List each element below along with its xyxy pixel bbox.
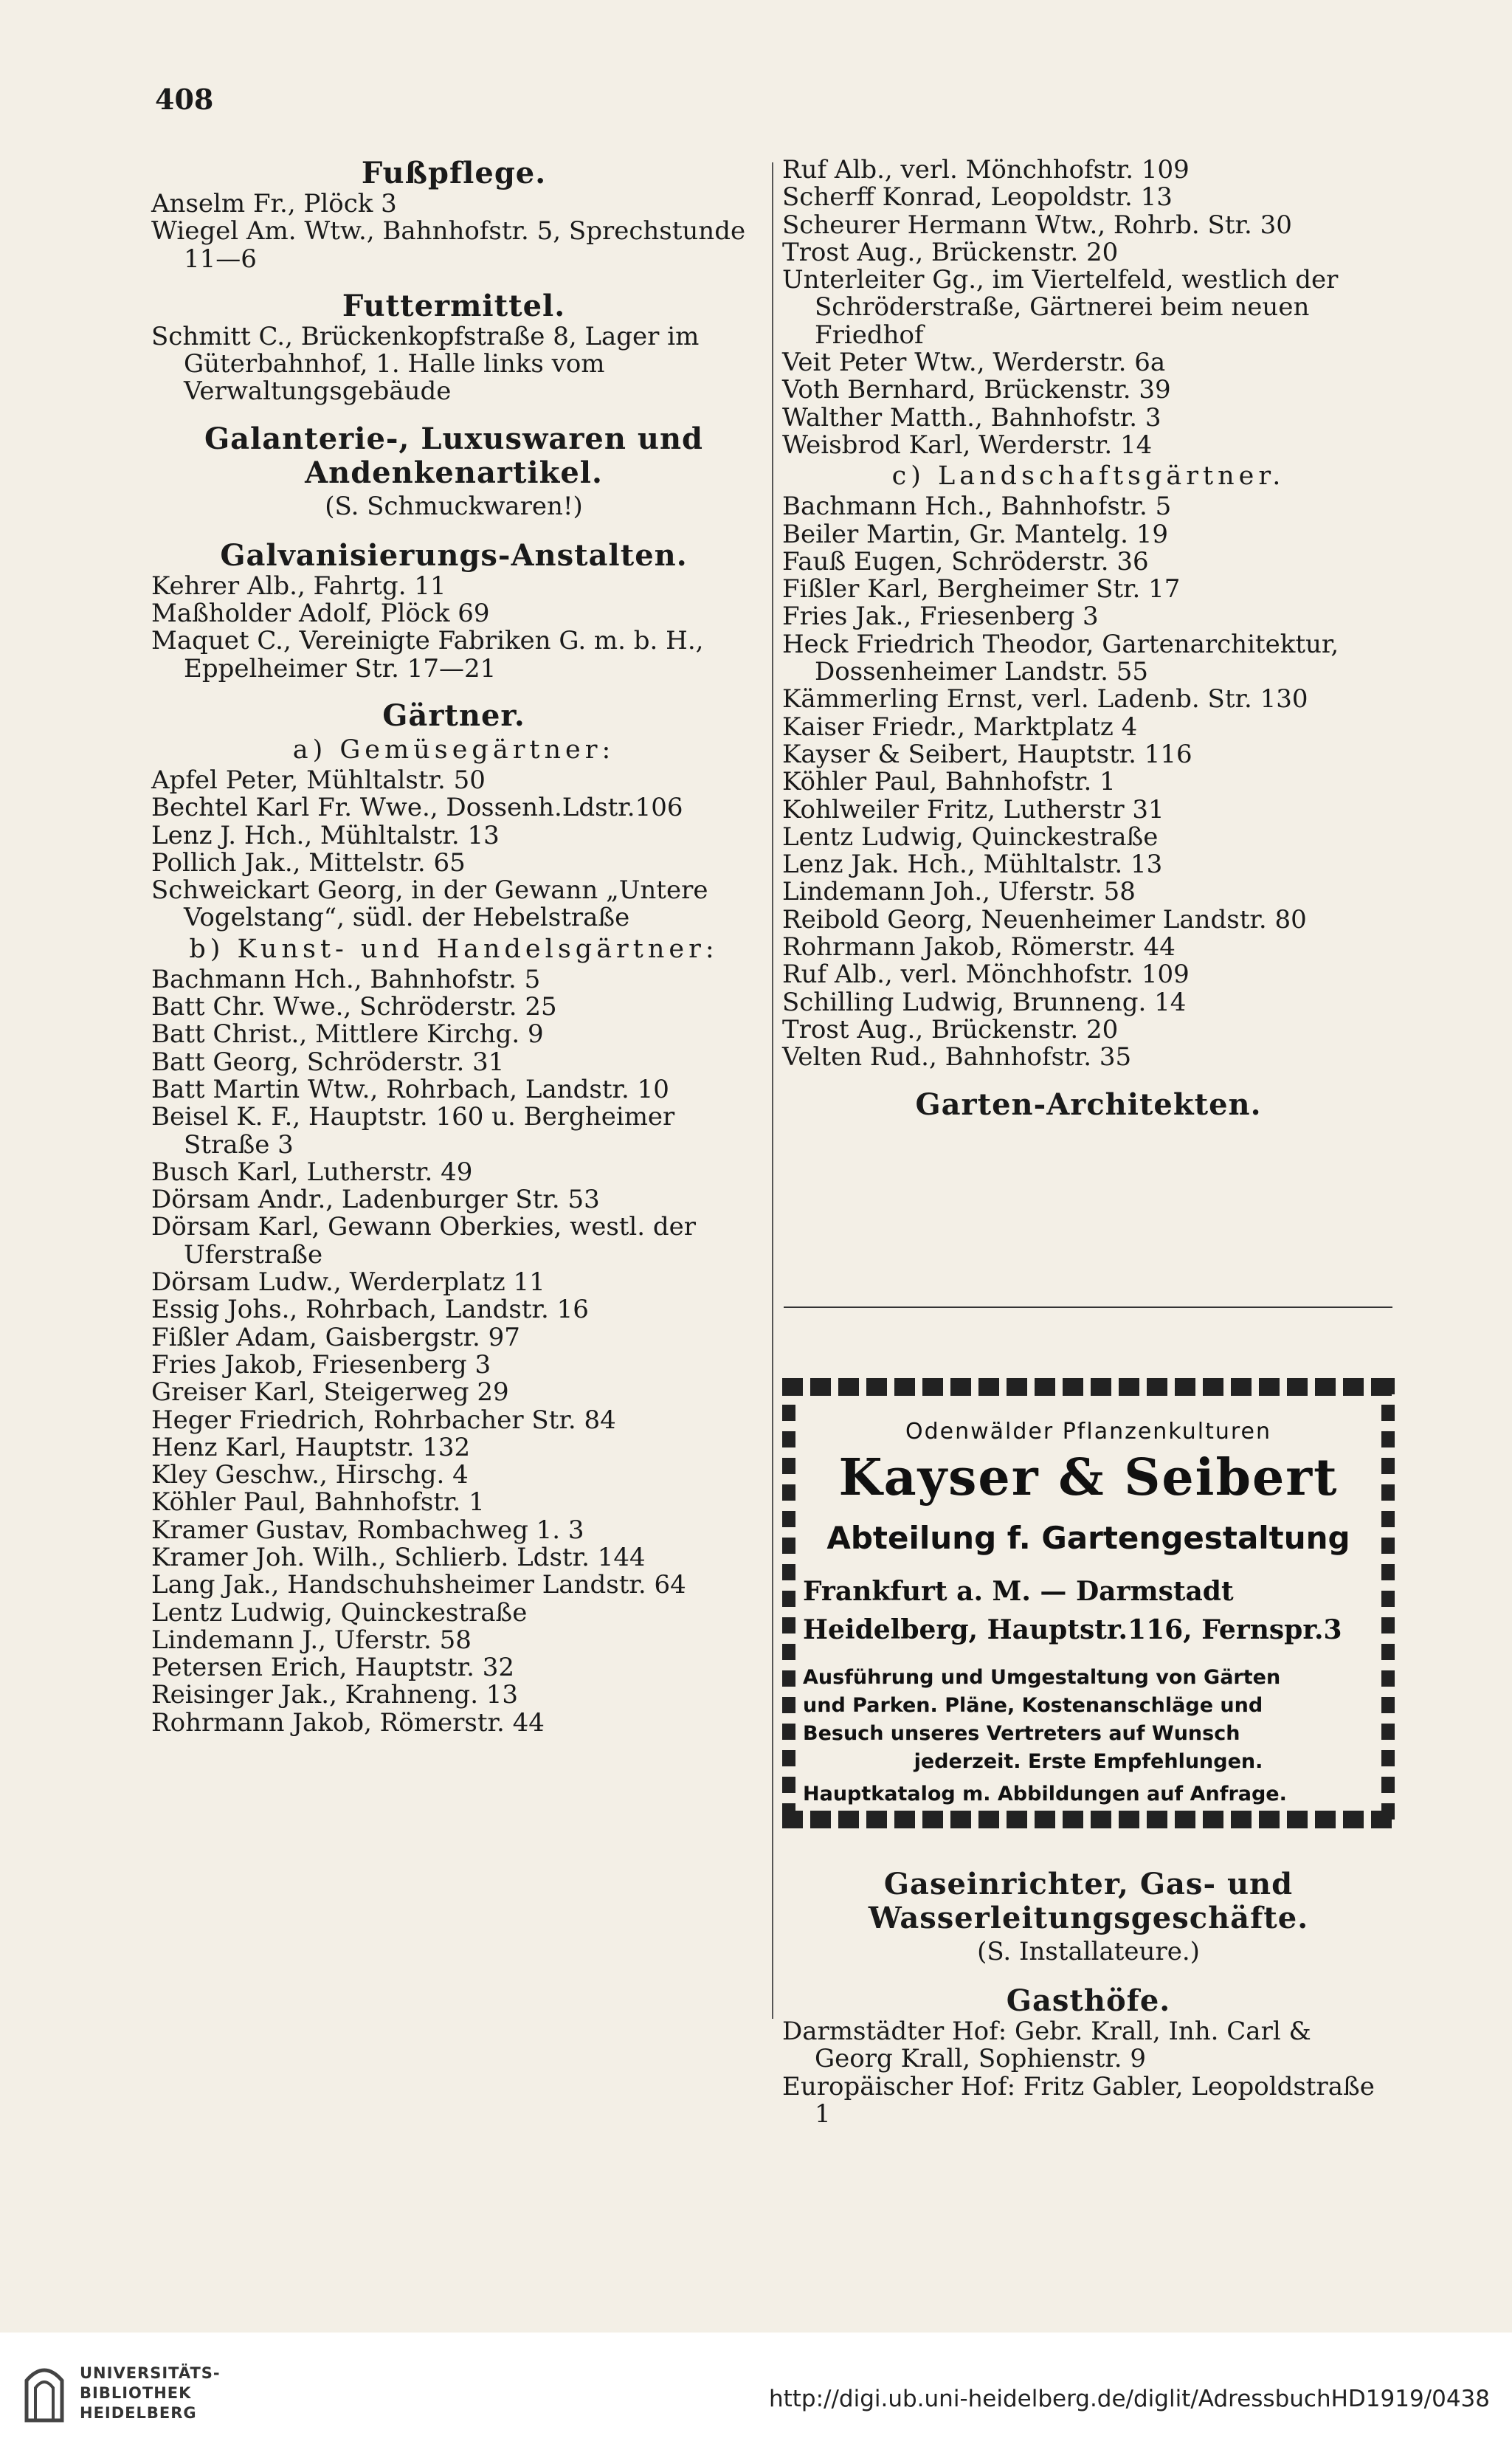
section-heading: Galanterie-, Luxuswaren und Andenkenartikel. [204, 421, 704, 490]
ad-line: und Parken. Pläne, Kostenanschläge und [803, 1694, 1263, 1717]
directory-entry: Petersen Erich, Hauptstr. 32 [151, 1653, 515, 1683]
directory-entry: Trost Aug., Brückenstr. 20 [782, 237, 1119, 267]
footer-bar [0, 2333, 1512, 2458]
directory-entry: Reisinger Jak., Krahneng. 13 [151, 1680, 519, 1710]
subsection-heading: a) Gemüsegärtner: [292, 734, 615, 765]
directory-entry: Bechtel Karl Fr. Wwe., Dossenh.Ldstr.106 [151, 793, 683, 823]
library-name-line: BIBLIOTHEK [80, 2384, 192, 2402]
directory-entry: Kämmerling Ernst, verl. Ladenb. Str. 130 [782, 684, 1308, 715]
directory-entry: Essig Johs., Rohrbach, Landstr. 16 [151, 1295, 589, 1325]
ad-line: Odenwälder Pflanzenkulturen [905, 1419, 1272, 1445]
ad-line: Hauptkatalog m. Abbildungen auf Anfrage. [803, 1783, 1287, 1805]
ad-border-bottom [782, 1811, 1395, 1828]
section-rule [784, 1307, 1392, 1308]
directory-entry: Maßholder Adolf, Plöck 69 [151, 599, 490, 629]
left-column [151, 156, 756, 1737]
directory-entry: Henz Karl, Hauptstr. 132 [151, 1432, 471, 1462]
directory-entry: Trost Aug., Brückenstr. 20 [782, 1014, 1119, 1044]
directory-entry: Beisel K. F., Hauptstr. 160 u. Bergheimer Straße 3 [151, 1102, 675, 1160]
directory-entry: Kley Geschw., Hirschg. 4 [151, 1460, 469, 1490]
subsection-heading: c) Landschaftsgärtner. [891, 461, 1285, 492]
directory-entry: Voth Bernhard, Brückenstr. 39 [782, 375, 1171, 405]
section-heading: Garten-Architekten. [915, 1087, 1262, 1122]
directory-entry: Rohrmann Jakob, Römerstr. 44 [782, 932, 1176, 963]
directory-entry: Beiler Martin, Gr. Mantelg. 19 [782, 519, 1168, 549]
directory-entry: Bachmann Hch., Bahnhofstr. 5 [782, 492, 1172, 522]
right-column-bottom [782, 1867, 1395, 2128]
directory-entry: Reibold Georg, Neuenheimer Landstr. 80 [782, 904, 1307, 934]
directory-entry: Lentz Ludwig, Quinckestraße [151, 1597, 528, 1628]
directory-entry: Kehrer Alb., Fahrtg. 11 [151, 571, 446, 601]
directory-entry: Velten Rud., Bahnhofstr. 35 [782, 1042, 1132, 1073]
directory-entry: Ruf Alb., verl. Mönchhofstr. 109 [782, 960, 1190, 990]
directory-entry: Pollich Jak., Mittelstr. 65 [151, 847, 466, 878]
directory-entry: Fries Jak., Friesenberg 3 [782, 602, 1099, 632]
directory-entry: Greiser Karl, Steigerweg 29 [151, 1377, 509, 1408]
ad-line: jederzeit. Erste Empfehlungen. [914, 1750, 1263, 1773]
directory-entry: Schilling Ludwig, Brunneng. 14 [782, 987, 1187, 1017]
directory-entry: Schweickart Georg, in der Gewann „Untere Vogelstang“, südl. der Hebelstraße [151, 875, 708, 933]
directory-entry: Köhler Paul, Bahnhofstr. 1 [782, 767, 1116, 797]
directory-entry: Bachmann Hch., Bahnhofstr. 5 [151, 964, 541, 994]
source-url[interactable]: http://digi.ub.uni-heidelberg.de/diglit/AdressbuchHD1919/0438 [768, 2386, 1490, 2412]
ad-border-left [782, 1378, 795, 1828]
directory-entry: Batt Martin Wtw., Rohrbach, Landstr. 10 [151, 1074, 669, 1104]
section-heading: Fußpflege. [361, 156, 547, 190]
directory-entry: Köhler Paul, Bahnhofstr. 1 [151, 1487, 485, 1518]
directory-entry: Fißler Adam, Gaisbergstr. 97 [151, 1322, 520, 1352]
ad-border-right [1381, 1378, 1395, 1828]
directory-entry: Europäischer Hof: Fritz Gabler, Leopoldstraße 1 [782, 2071, 1375, 2129]
directory-entry: Dörsam Ludw., Werderplatz 11 [151, 1267, 545, 1298]
directory-entry: Schmitt C., Brückenkopfstraße 8, Lager im Güterbahnhof, 1. Halle links vom Verwaltungsgebäude [151, 321, 700, 407]
directory-entry: Busch Karl, Lutherstr. 49 [151, 1157, 473, 1187]
ad-border-top [782, 1378, 1395, 1396]
ad-company-name: Kayser & Seibert [838, 1448, 1339, 1507]
directory-entry: Kaiser Friedr., Marktplatz 4 [782, 712, 1138, 742]
directory-entry: Heger Friedrich, Rohrbacher Str. 84 [151, 1405, 616, 1435]
section-heading: Galvanisierungs-Anstalten. [220, 537, 688, 573]
right-column-top [782, 156, 1395, 1122]
directory-entry: Lenz Jak. Hch., Mühltalstr. 13 [782, 850, 1163, 880]
ad-line: Ausführung und Umgestaltung von Gärten [803, 1666, 1281, 1689]
section-heading: Gaseinrichter, Gas- und Wasserleitungsgeschäfte. [868, 1867, 1309, 1935]
ad-line: Frankfurt a. M. — Darmstadt [803, 1576, 1234, 1607]
cross-reference: (S. Installateure.) [977, 1937, 1200, 1966]
library-logo-icon [22, 2358, 66, 2425]
directory-entry: Wiegel Am. Wtw., Bahnhofstr. 5, Sprechstunde 11—6 [151, 216, 746, 274]
column-divider [772, 162, 773, 2019]
directory-entry: Lang Jak., Handschuhsheimer Landstr. 64 [151, 1570, 686, 1600]
section-heading: Gasthöfe. [1006, 1983, 1171, 2018]
directory-entry: Maquet C., Vereinigte Fabriken G. m. b. H., Eppelheimer Str. 17—21 [151, 626, 704, 684]
directory-entry: Batt Christ., Mittlere Kirchg. 9 [151, 1019, 544, 1050]
directory-entry: Ruf Alb., verl. Mönchhofstr. 109 [782, 155, 1190, 185]
page-number: 408 [155, 83, 214, 116]
directory-entry: Rohrmann Jakob, Römerstr. 44 [151, 1707, 545, 1738]
directory-entry: Kramer Joh. Wilh., Schlierb. Ldstr. 144 [151, 1542, 646, 1572]
directory-entry: Scheurer Hermann Wtw., Rohrb. Str. 30 [782, 210, 1292, 240]
directory-entry: Kayser & Seibert, Hauptstr. 116 [782, 739, 1192, 769]
directory-entry: Walther Matth., Bahnhofstr. 3 [782, 402, 1161, 433]
subsection-heading: b) Kunst- und Handelsgärtner: [189, 934, 719, 964]
directory-entry: Dörsam Karl, Gewann Oberkies, westl. der Uferstraße [151, 1212, 697, 1270]
directory-entry: Batt Georg, Schröderstr. 31 [151, 1047, 505, 1077]
directory-entry: Fries Jakob, Friesenberg 3 [151, 1349, 491, 1380]
directory-entry: Dörsam Andr., Ladenburger Str. 53 [151, 1185, 600, 1215]
directory-entry: Fißler Karl, Bergheimer Str. 17 [782, 574, 1181, 605]
directory-entry: Weisbrod Karl, Werderstr. 14 [782, 430, 1153, 460]
ad-line: Heidelberg, Hauptstr.116, Fernspr.3 [803, 1614, 1342, 1645]
directory-entry: Heck Friedrich Theodor, Gartenarchitektur, Dossenheimer Landstr. 55 [782, 629, 1339, 687]
directory-entry: Batt Chr. Wwe., Schröderstr. 25 [151, 992, 557, 1022]
directory-entry: Fauß Eugen, Schröderstr. 36 [782, 546, 1149, 576]
directory-entry: Lenz J. Hch., Mühltalstr. 13 [151, 820, 500, 850]
directory-entry: Darmstädter Hof: Gebr. Krall, Inh. Carl & Georg Krall, Sophienstr. 9 [782, 2017, 1311, 2074]
section-heading: Futtermittel. [342, 288, 566, 323]
directory-entry: Kohlweiler Fritz, Lutherstr 31 [782, 794, 1164, 825]
library-name-line: UNIVERSITÄTS- [80, 2364, 221, 2382]
directory-entry: Lindemann J., Uferstr. 58 [151, 1625, 472, 1655]
cross-reference: (S. Schmuckwaren!) [325, 491, 583, 521]
library-name [80, 2364, 221, 2423]
directory-entry: Unterleiter Gg., im Viertelfeld, westlich der Schröderstraße, Gärtnerei beim neuen Friedhof [782, 265, 1339, 350]
ad-line: Besuch unseres Vertreters auf Wunsch [803, 1722, 1240, 1745]
directory-entry: Anselm Fr., Plöck 3 [151, 189, 397, 218]
directory-entry: Scherff Konrad, Leopoldstr. 13 [782, 182, 1173, 213]
directory-entry: Lindemann Joh., Uferstr. 58 [782, 877, 1136, 907]
advertisement-box [782, 1378, 1395, 1828]
library-name-line: HEIDELBERG [80, 2404, 197, 2422]
directory-entry: Lentz Ludwig, Quinckestraße [782, 822, 1159, 852]
section-heading: Gärtner. [382, 698, 525, 733]
ad-line: Abteilung f. Gartengestaltung [826, 1520, 1350, 1556]
directory-entry: Veit Peter Wtw., Werderstr. 6a [782, 348, 1166, 378]
directory-entry: Kramer Gustav, Rombachweg 1. 3 [151, 1515, 584, 1545]
directory-entry: Apfel Peter, Mühltalstr. 50 [151, 765, 486, 795]
